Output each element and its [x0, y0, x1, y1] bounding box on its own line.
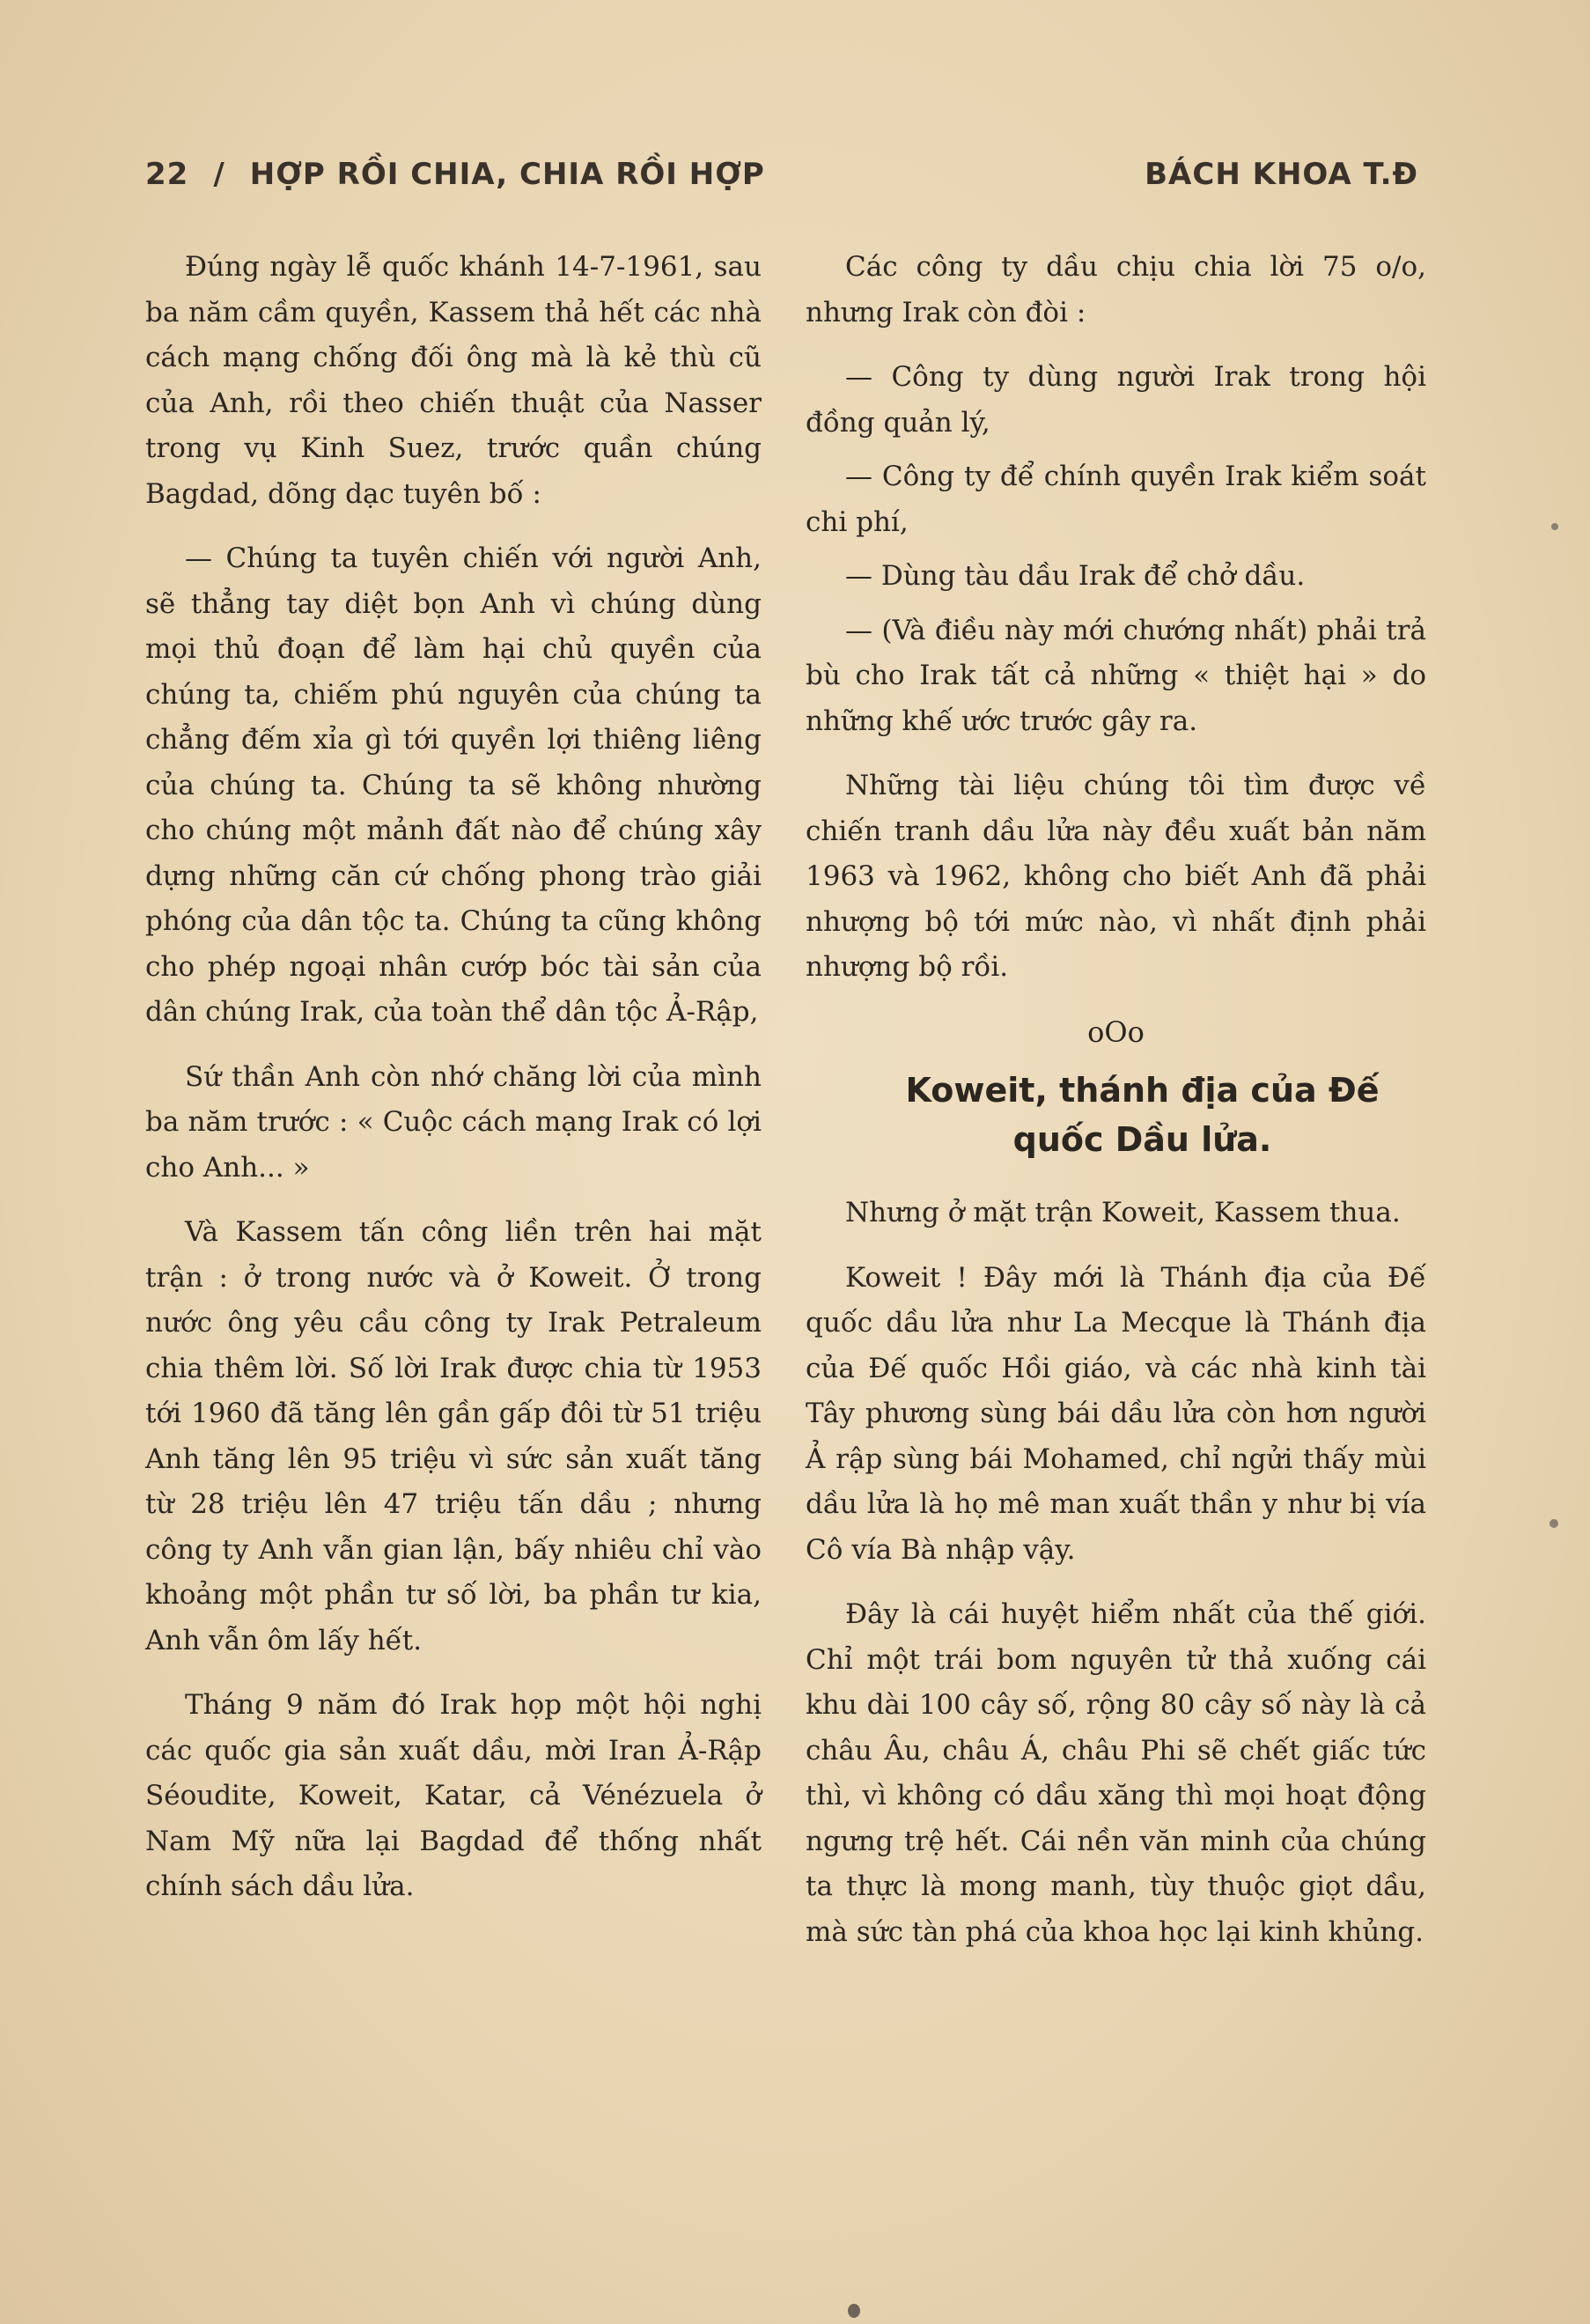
subheading-line: quốc Dầu lửa.: [1012, 1120, 1272, 1159]
paragraph: Các công ty dầu chịu chia lời 75 o/o, nhưng Irak còn đòi :: [806, 251, 1426, 328]
page-number: 22: [145, 157, 189, 192]
paragraph: Đây là cái huyệt hiểm nhất của thế giới. Chỉ một trái bom nguyên tử thả xuống cái khu dài 100 cây số, rộng 80 cây số này là cả châu Âu, châu Á, châu Phi sẽ chết giấc tức thì, vì không có dầu xăng thì mọi hoạt động ngưng trệ hết. Cái nền văn minh của chúng ta thực là mong manh, tùy thuộc giọt dầu, mà sức tàn phá của khoa học lại kinh khủng.: [806, 1598, 1426, 1948]
paragraph: Sứ thần Anh còn nhớ chăng lời của mình ba năm trước : « Cuộc cách mạng Irak có lợi cho Anh... »: [145, 1060, 762, 1184]
demand-item: — Công ty dùng người Irak trong hội đồng quản lý,: [806, 361, 1426, 439]
paragraph: — Chúng ta tuyên chiến với người Anh, sẽ thẳng tay diệt bọn Anh vì chúng dùng mọi thủ đoạn để làm hại chủ quyền của chúng ta, chiếm phú nguyên của chúng ta chẳng đếm xỉa gì tới quyền lợi thiêng liêng của chúng ta. Chúng ta sẽ không nhường cho chúng một mảnh đất nào để chúng xây dựng những căn cứ chống phong trào giải phóng của dân tộc ta. Chúng ta cũng không cho phép ngoại nhân cướp bóc tài sản của dân chúng Irak, của toàn thể dân tộc Ả-Rập,: [145, 542, 762, 1028]
subheading: [806, 1066, 1426, 1164]
paragraph: Và Kassem tấn công liền trên hai mặt trận : ở trong nước và ở Koweit. Ở trong nước ông yêu cầu công ty Irak Petraleum chia thêm lời. Số lời Irak được chia từ 1953 tới 1960 đã tăng lên gần gấp đôi từ 51 triệu Anh tăng lên 95 triệu vì sức sản xuất tăng từ 28 triệu lên 47 triệu tấn dầu ; nhưng công ty Anh vẫn gian lận, bấy nhiêu chỉ vào khoảng một phần tư số lời, ba phần tư kia, Anh vẫn ôm lấy hết.: [145, 1216, 762, 1656]
ink-speck: [1550, 1519, 1558, 1528]
demand-item: — Công ty để chính quyền Irak kiểm soát chi phí,: [806, 461, 1426, 538]
demand-item: — (Và điều này mới chướng nhất) phải trả bù cho Irak tất cả những « thiệt hại » do những khế ước trước gây ra.: [806, 614, 1426, 737]
paragraph: Koweit ! Đây mới là Thánh địa của Đế quốc dầu lửa như La Mecque là Thánh địa của Đế quốc Hồi giáo, và các nhà kinh tài Tây phương sùng bái dầu lửa còn hơn người Ả rập sùng bái Mohamed, chỉ ngửi thấy mùi dầu lửa là họ mê man xuất thần y như bị vía Cô vía Bà nhập vậy.: [806, 1261, 1426, 1566]
left-column: [145, 245, 762, 1929]
section-title: HỢP RỒI CHIA, CHIA RỒI HỢP: [249, 157, 765, 192]
paragraph: Những tài liệu chúng tôi tìm được về chiến tranh dầu lửa này đều xuất bản năm 1963 và 1962, không cho biết Anh đã phải nhượng bộ tới mức nào, vì nhất định phải nhượng bộ rồi.: [806, 770, 1426, 983]
ink-speck: [1551, 523, 1558, 530]
paragraph: Nhưng ở mặt trận Koweit, Kassem thua.: [845, 1197, 1401, 1228]
header-separator: /: [213, 157, 225, 192]
demand-item: — Dùng tàu dầu Irak để chở dầu.: [845, 560, 1306, 592]
paragraph: Tháng 9 năm đó Irak họp một hội nghị các quốc gia sản xuất dầu, mời Iran Ả-Rập Séoudite, Koweit, Katar, cả Vénézuela ở Nam Mỹ nữa lại Bagdad để thống nhất chính sách dầu lửa.: [145, 1689, 762, 1902]
right-column: [806, 245, 1426, 1974]
paragraph: Đúng ngày lễ quốc khánh 14-7-1961, sau ba năm cầm quyền, Kassem thả hết các nhà cách mạng chống đối ông mà là kẻ thù cũ của Anh, rồi theo chiến thuật của Nasser trong vụ Kinh Suez, trước quần chúng Bagdad, dõng dạc tuyên bố :: [145, 251, 762, 510]
ink-speck: [848, 2304, 860, 2318]
section-separator: oOo: [1087, 1014, 1145, 1049]
subheading-line: Koweit, thánh địa của Đế: [905, 1071, 1380, 1110]
publication-name: BÁCH KHOA T.Đ: [1145, 157, 1418, 192]
header-left: [145, 157, 765, 192]
page-header: [145, 148, 1418, 201]
